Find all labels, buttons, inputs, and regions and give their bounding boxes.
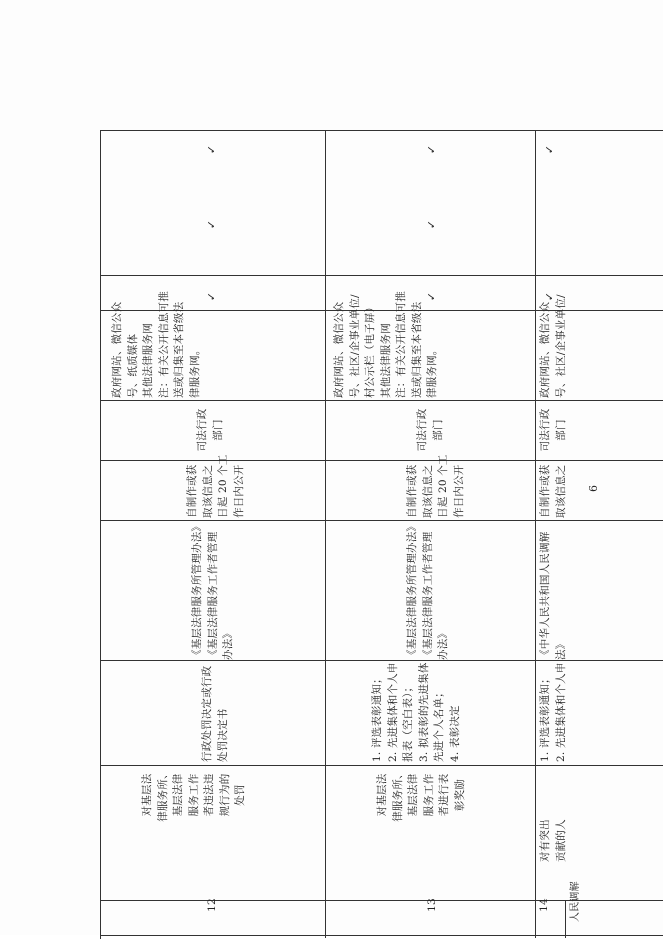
channel-cell: 政府网站、微信公众 号、社区/企事业单位/ 村公示栏（电子屏） 其他法律服务网 注：有关公开信息可推 送或归集至本省级法 律服务网。	[333, 291, 438, 398]
time-cell: 自制作或获 取该信息之 日起 20 个工 作日内公开	[406, 454, 465, 518]
content-cell: 1. 评选表彰通知； 2. 先进集体和个人申	[539, 662, 567, 762]
grid-line	[100, 130, 101, 938]
item-cell: 对基层法 律服务所、 基层法律 服务工作 者进行表 彰奖励	[376, 768, 466, 822]
content-cell: 1. 评选表彰通知； 2. 先进集体和个人申 报表（空白表）； 3. 拟表彰的先进集体 先进个人名单； 4. 表彰决定	[371, 662, 461, 762]
item-cell: 对基层法 律服务所、 基层法律 服务工作 者违法违 规行为的 处罚	[141, 768, 246, 822]
check-icon: ✓	[205, 219, 219, 230]
check-icon: ✓	[425, 291, 439, 302]
row-number: 14	[538, 898, 550, 912]
time-cell: 自制作或获 取该信息之	[539, 464, 567, 518]
check-icon: ✓	[425, 219, 439, 230]
grid-line	[100, 935, 663, 936]
channel-cell: 政府网站、微信公众 号、社区/企事业单位/	[539, 294, 567, 398]
row-number: 13	[426, 898, 438, 912]
subject-cell: 司法行政 部门	[416, 408, 444, 452]
item-cell: 对有突出 贡献的人	[539, 819, 567, 862]
row-number: 12	[206, 898, 218, 912]
content-cell: 行政处罚决定或行政 处罚决定书	[201, 665, 229, 762]
grid-line	[535, 130, 536, 938]
grid-line	[100, 130, 663, 131]
basis-cell: 《基层法律服务所管理办法》 《基层法律服务工作者管理 办法》	[191, 520, 234, 660]
grid-line	[100, 520, 663, 521]
basis-cell: 《基层法律服务所管理办法》 《基层法律服务工作者管理 办法》	[406, 520, 449, 660]
grid-line	[325, 130, 326, 938]
subject-cell: 司法行政 部门	[196, 408, 224, 452]
grid-line	[100, 400, 663, 401]
page-number: 6	[587, 485, 600, 492]
check-icon: ✓	[425, 144, 439, 155]
grid-line	[565, 900, 566, 938]
basis-cell: 《中华人民共和国人民调解 法》	[539, 531, 567, 660]
channel-cell: 政府网站、微信公众 号、纸质媒体 其他法律服务网 注：有关公开信息可推 送或归集至本省级法 律服务网。	[111, 291, 201, 398]
time-cell: 自制作或获 取该信息之 日起 20 个工 作日内公开	[186, 454, 245, 518]
check-icon: ✓	[205, 291, 219, 302]
subject-cell: 司法行政 部门	[539, 408, 567, 452]
check-icon: ✓	[205, 144, 219, 155]
category-cell: 人民调解	[570, 881, 581, 922]
check-icon: ✓	[543, 144, 557, 155]
check-icon: ✓	[543, 291, 557, 302]
